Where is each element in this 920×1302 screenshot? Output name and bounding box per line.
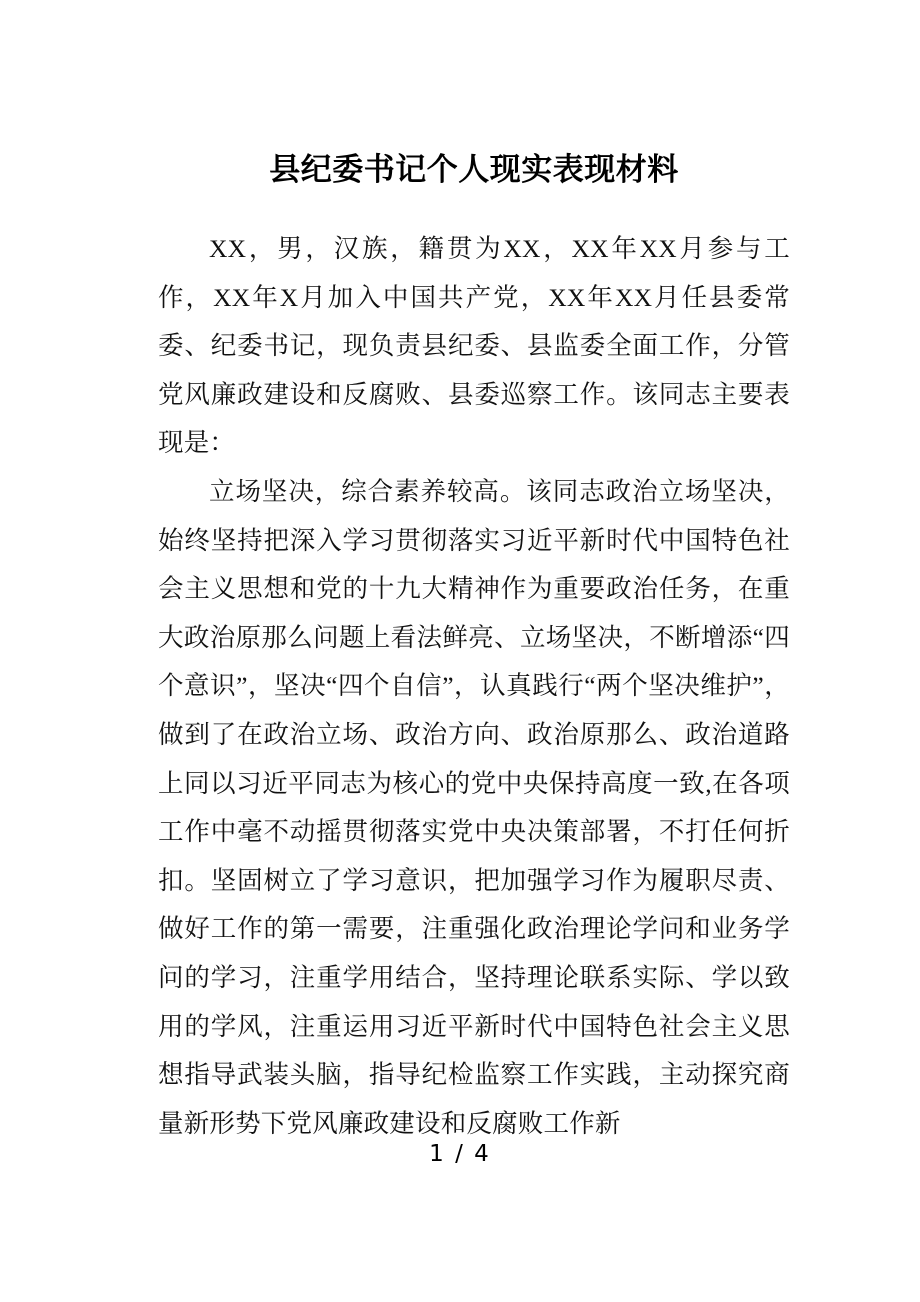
document-body <box>158 225 790 1148</box>
page-number-indicator: 1 / 4 <box>429 1141 491 1167</box>
page-title: 县纪委书记个人现实表现材料 <box>269 152 679 188</box>
paragraph-political-stance: 立场坚决，综合素养较高。该同志政治立场坚决，始终坚持把深入学习贯彻落实习近平新时代中国特色社会主义思想和党的十九大精神作为重要政治任务，在重大政治原那么问题上看法鲜亮、立场坚决，不断增添“四个意识”，坚决“四个自信”，认真践行“两个坚决维护”，做到了在政治立场、政治方向、政治原那么、政治道路上同以习近平同志为核心的党中央保持高度一致,在各项工作中毫不动摇贯彻落实党中央决策部署，不打任何折扣。坚固树立了学习意识，把加强学习作为履职尽责、做好工作的第一需要，注重强化政治理论学问和业务学问的学习，注重学用结合，坚持理论联系实际、学以致用的学风，注重运用习近平新时代中国特色社会主义思想指导武装头脑，指导纪检监察工作实践，主动探究商量新形势下党风廉政建设和反腐败工作新 <box>158 476 790 1138</box>
paragraph-intro: XX，男，汉族，籍贯为XX，XX年XX月参与工作，XX年X月加入中国共产党，XX年XX月任县委常委、纪委书记，现负责县纪委、县监委全面工作，分管党风廉政建设和反腐败、县委巡察工作。该同志主要表现是： <box>158 234 790 458</box>
